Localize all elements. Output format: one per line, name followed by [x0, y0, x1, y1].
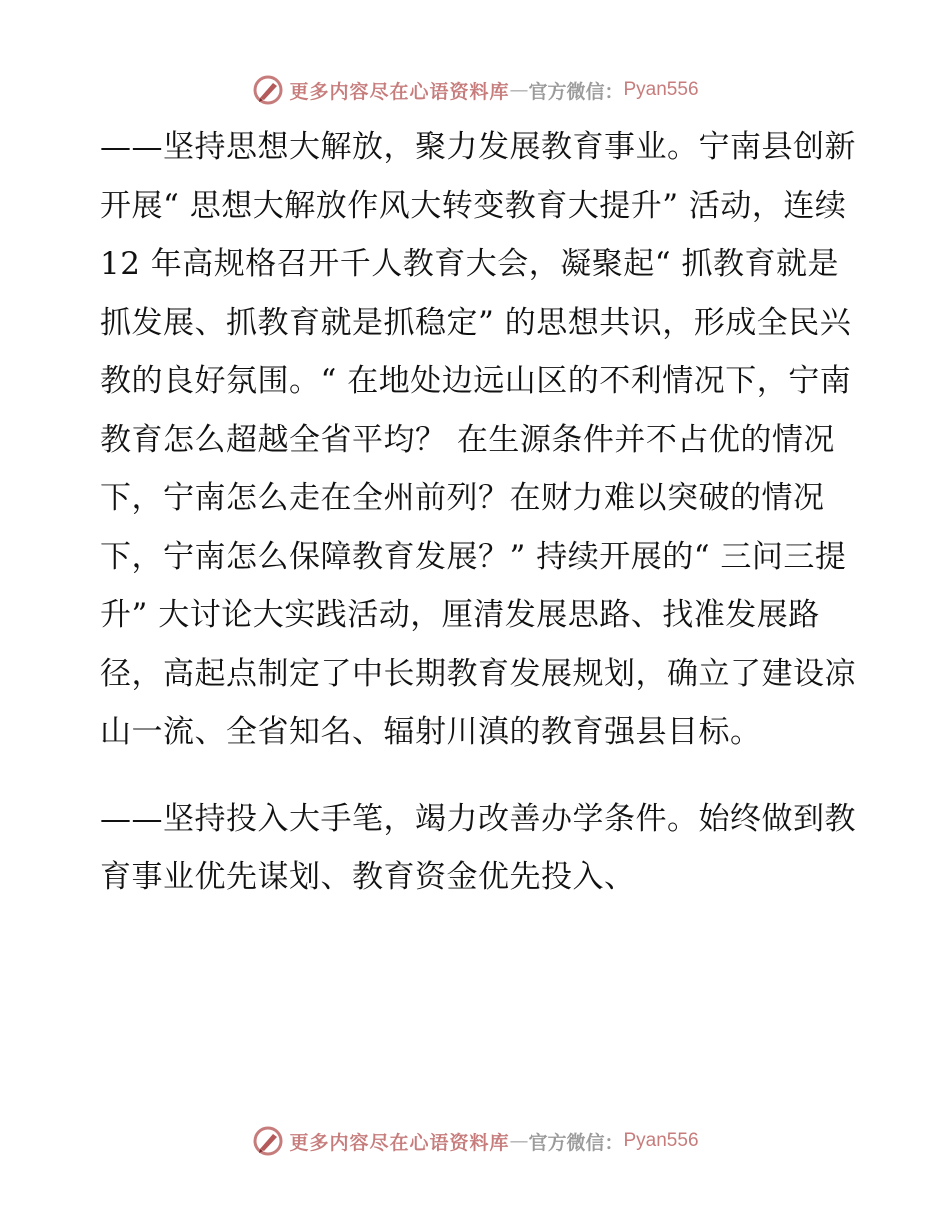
watermark-id: Pyan556 — [623, 79, 699, 100]
watermark-label: 官方微信： — [528, 80, 624, 103]
pen-logo-icon — [251, 73, 285, 107]
watermark-label: 官方微信： — [528, 1131, 624, 1154]
footer-watermark — [0, 1124, 950, 1158]
watermark-text: 更多内容尽在心语资料库 — [289, 1131, 510, 1154]
watermark-dash: — — [509, 1130, 529, 1152]
watermark-text: 更多内容尽在心语资料库 — [289, 80, 510, 103]
paragraph-1: ——坚持思想大解放，聚力发展教育事业。宁南县创新开展“ 思想大解放作风大转变教育大提升” 活动，连续 12 年高规格召开千人教育大会，凝聚起“ 抓教育就是抓发展、抓教育就是抓稳定” 的思想共识，形成全民兴教的良好氛围。“ 在地处边远山区的不利情况下，宁南教育怎么超越全省平均？ 在生源条件并不占优的情况下，宁南怎么走在全州前列？在财力难以突破的情况下，宁南怎么保障教育发展？” 持续开展的“ 三问三提升” 大讨论大实践活动，厘清发展思路、找准发展路径，高起点制定了中长期教育发展规划，确立了建设凉山一流、全省知名、辐射川滇的教育强县目标。 — [100, 129, 856, 750]
paragraph-2: ——坚持投入大手笔，竭力改善办学条件。始终做到教育事业优先谋划、教育资金优先投入、 — [100, 800, 856, 895]
watermark-dash: — — [509, 79, 529, 101]
pen-logo-icon — [251, 1124, 285, 1158]
watermark-id: Pyan556 — [623, 1130, 699, 1151]
header-watermark — [0, 73, 950, 107]
document-body — [100, 118, 860, 907]
